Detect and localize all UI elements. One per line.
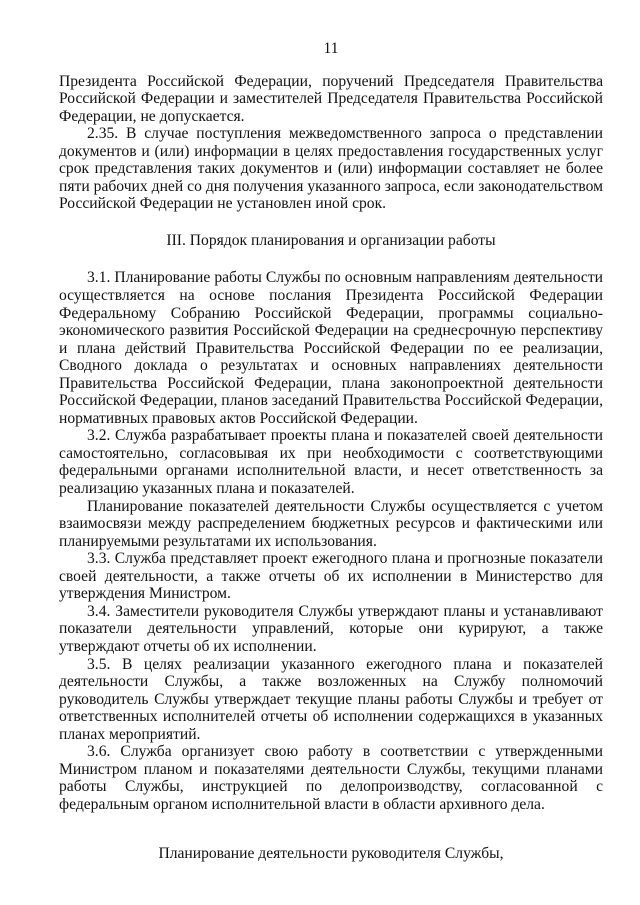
paragraph-3-6: 3.6. Служба организует свою работу в соответствии с утвержденными Министром планом и показателями деятельности Службы, текущими планами работы Службы, инструкцией по делопроизводству, согласованной с федеральным органом исполнительной власти в области архивного дела.	[59, 743, 603, 813]
page-number: 11	[323, 40, 339, 57]
subheading: Планирование деятельности руководителя Службы,	[158, 845, 504, 863]
paragraph-3-3: 3.3. Служба представляет проект ежегодного плана и прогнозные показатели своей деятельности, а также отчеты об их исполнении в Министерство для утверждения Министром.	[59, 550, 603, 603]
paragraph-3-4: 3.4. Заместители руководителя Службы утверждают планы и устанавливают показатели деятельности управлений, которые они курируют, а также утверждают отчеты об их исполнении.	[59, 602, 603, 655]
section-heading: III. Порядок планирования и организации работы	[166, 231, 496, 249]
document-page	[59, 40, 603, 863]
paragraph-continuation: Президента Российской Федерации, поручений Председателя Правительства Российской Федерации и заместителей Председателя Правительства Российской Федерации, не допускается.	[59, 72, 603, 125]
paragraph-3-5: 3.5. В целях реализации указанного ежегодного плана и показателей деятельности Службы, а также возложенных на Службу полномочий руководитель Службы утверждает текущие планы работы Службы и требует от ответственных исполнителей отчеты об исполнении содержащихся в указанных планах мероприятий.	[59, 655, 603, 743]
paragraph-3-1: 3.1. Планирование работы Службы по основным направлениям деятельности осуществляется на основе послания Президента Российской Федерации Федеральному Собранию Российской Федерации, программы социально-экономического развития Российской Федерации на среднесрочную перспективу и плана действий Правительства Российской Федерации по ее реализации, Сводного доклада о результатах и основных направлениях деятельности Правительства Российской Федерации, плана законопроектной деятельности Российской Федерации, планов заседаний Правительства Российской Федерации, нормативных правовых актов Российской Федерации.	[59, 269, 603, 427]
paragraph-3-2: 3.2. Служба разрабатывает проекты плана и показателей своей деятельности самостоятельно, согласовывая их при необходимости с соответствующими федеральными органами исполнительной власти, и несет ответственность за реализацию указанных плана и показателей.	[59, 427, 603, 498]
paragraph-2-35: 2.35. В случае поступления межведомственного запроса о представлении документов и (или) информации в целях предоставления государственных услуг срок представления таких документов и (или) информации составляет не более пяти рабочих дней со дня получения указанного запроса, если законодательством Российской Федерации не установлен иной срок.	[59, 125, 603, 213]
paragraph-planning: Планирование показателей деятельности Службы осуществляется с учетом взаимосвязи между распределением бюджетных ресурсов и фактическими или планируемыми результатами их использования.	[59, 497, 603, 550]
